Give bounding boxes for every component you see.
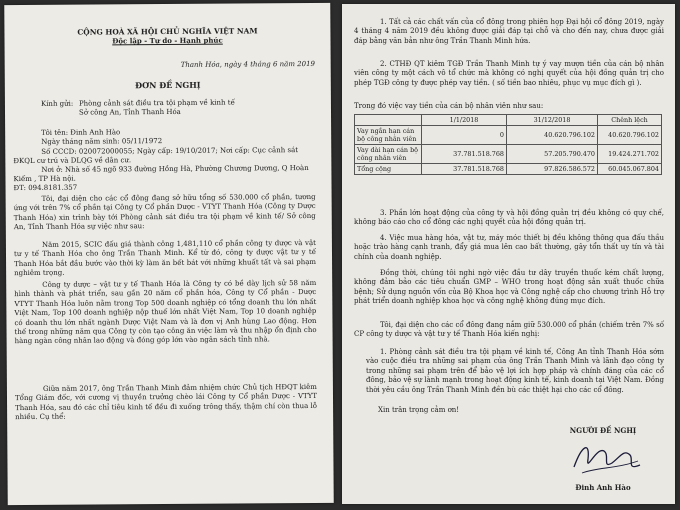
document-title: ĐƠN ĐỀ NGHỊ [135, 79, 201, 91]
table-cell: 57.205.790.470 [507, 145, 598, 164]
applicant-residence: Nơi ở: Nhà số 45 ngõ 933 đường Hồng Hà, Phường Chương Dương, Q Hoàn [41, 164, 309, 174]
table-cell: 37.781.518.768 [422, 164, 507, 175]
table-header-cell: 31/12/2018 [507, 115, 598, 126]
handwritten-signature [568, 437, 648, 481]
table-cell: Tổng cộng [355, 164, 422, 175]
item-4: 4. Việc mua hàng hóa, vật tư, máy móc thiết bị đều không thông qua đấu thầu hoặc trào hàng cạnh tranh, đẩy giá mua lên cao bất thường, gây tổn thất uy tín và tài chính của doanh nghiệp. [354, 234, 664, 261]
left-page [4, 3, 333, 505]
table-header-cell: Chênh lệch [598, 115, 662, 126]
request-item-1: 1. Phòng cảnh sát điều tra tội phạm về kinh tế, Công An tỉnh Thanh Hóa sớm vào cuộc điều tra những sai phạm của ông Trần Thanh Minh và lãnh đạo công ty trong những sai phạm trên để bảo vệ lợi ích hợp pháp và chính đáng của các cổ đông, bảo vệ sự lành mạnh trong hoạt động kinh tế, kinh doanh tại Việt Nam. Đồng thời yêu cầu ông Trần Thanh Minh đền bù các thiệt hại cho các cổ đông. [366, 348, 664, 394]
loan-table [354, 114, 662, 175]
paragraph-3: Công ty dược – vật tư y tế Thanh Hóa là Công ty có bề dày lịch sử 58 năm hình thành và phát triển, sau gần 20 năm cổ phần hóa, Công ty Cổ phần - Dược VTYT Thanh Hóa luôn nằm trong Top 500 doanh nghiệp có tổng doanh thu lớn nhất Việt Nam, Top 100 doanh nghiệp nộp thuế lớn nhất Việt Nam, Top 10 doanh nghiệp có doanh thu lớn nhất ngành Dược Việt Nam và là đơn vị Anh hùng Lao động. Hơn thế trong những năm qua Công ty còn tạo công ăn việc làm và thu nhập ổn định cho hàng ngàn công nhân lao động và đóng góp lớn vào ngân sách tỉnh nhà. [14, 278, 317, 346]
table-header-cell [355, 115, 422, 126]
paragraph-4: Giữa năm 2017, ông Trần Thanh Minh đảm nhiệm chức Chủ tịch HĐQT kiêm Tổng Giám đốc, với cương vị thuyền trưởng chèo lái Công ty Cổ phần Dược - VTYT Thanh Hóa, sau đó các chỉ tiêu kinh tế đều đi xuống trông thấy, thậm chí còn thua lỗ nhiều. Cụ thể: [14, 382, 318, 422]
applicant-name: Tôi tên: Đinh Anh Hào [41, 128, 121, 137]
table-cell: 97.826.586.572 [507, 164, 598, 175]
paragraph-2: Năm 2015, SCIC đấu giá thành công 1,481,110 cổ phần công ty dược và vật tư y tế Thanh Hóa cho ông Trần Thanh Minh. Kể từ đó, công ty dược vật tư y tế Thanh Hóa bắt đầu bước vào thời kỳ làm ăn bết bát với những khuất tất và sai phạm nghiêm trọng. [13, 238, 317, 278]
table-header-row [355, 115, 662, 126]
table-caption: Trong đó việc vay tiền của cán bộ nhân viên như sau: [354, 102, 544, 110]
paragraph-1: Tôi, đại diện cho các cổ đông đang sở hữu tổng số 530.000 cổ phần, tương ứng với trên 7% cổ phần tại Công ty Cổ phần Dược - VTYT Thanh Hóa (Công ty Dược Thanh Hóa) xin trình bày tới Phòng cảnh sát điều tra tội phạm về kinh tế/ Sở công An, Tỉnh Thanh Hóa sự việc như sau: [13, 192, 316, 232]
table-row [355, 126, 662, 145]
table-cell: 0 [422, 126, 507, 145]
national-motto: Độc lập - Tự do - Hạnh phúc [112, 35, 223, 46]
table-row [355, 145, 662, 164]
table-cell: 60.045.067.804 [598, 164, 662, 175]
item-3: 3. Phần lớn hoạt động của công ty và hội đồng quản trị đều không có quy chế, không báo cáo cho cổ đông các nghị quyết của hội đồng quản trị. [354, 209, 664, 227]
paragraph-5: Đồng thời, chúng tôi nghi ngờ việc đầu tư dây truyền thuốc kém chất lượng, không đảm bảo các tiêu chuẩn GMP – WHO trong hoạt động sản xuất thuốc chữa bệnh; Sử dụng nguồn vốn của Bộ Khoa học và Công nghệ cấp cho chương trình Hỗ trợ phát triển doanh nghiệp khoa học và công nghệ không đúng mục đích. [354, 269, 664, 306]
table-cell: 19.424.271.702 [598, 145, 662, 164]
signer-title: NGƯỜI ĐỀ NGHỊ [569, 426, 637, 435]
signer-name: Đinh Anh Hào [575, 483, 631, 492]
table-cell: Vay dài hạn cán bộ công nhân viên [355, 145, 422, 164]
table-cell: 40.620.796.102 [507, 126, 598, 145]
thanks-line: Xin trân trọng cảm ơn! [378, 406, 460, 414]
applicant-id-cont: ĐKQL cư trú và DLQG về dân cư. [13, 156, 132, 166]
table-cell: 40.620.796.102 [598, 126, 662, 145]
addressee-label: Kính gửi: [40, 99, 74, 108]
item-1: 1. Tất cả các chất vấn của cổ đông trong phiên họp Đại hội cổ đông 2019, ngày 4 tháng 4 năm 2019 đều không được giải đáp tại chỗ và cho đến nay, chưa được giải đáp bằng văn bản như ông Trần Thanh Minh hứa. [354, 18, 664, 45]
applicant-dob: Ngày tháng năm sinh: 05/11/1972 [41, 137, 163, 146]
right-page [342, 4, 675, 504]
paragraph-6: Tôi, đại diện cho các cổ đông đang nắm giữ 530.000 cổ phần (chiếm trên 7% số CP công ty dược và vật tư y tế Thanh Hóa kiến nghị: [354, 321, 664, 339]
applicant-phone: ĐT: 094.8181.357 [13, 183, 78, 193]
applicant-residence-cont: Kiếm , TP Hà nội. [13, 174, 76, 184]
table-header-cell: 1/1/2018 [422, 115, 507, 126]
national-header: CỘNG HOÀ XÃ HỘI CHỦ NGHĨA VIỆT NAM [77, 26, 258, 37]
addressee-line-2: Sở công An, Tỉnh Thanh Hóa [78, 107, 181, 117]
table-row [355, 164, 662, 175]
table-cell: Vay ngắn hạn cán bộ công nhân viên [355, 126, 422, 145]
item-2: 2. CTHĐ QT kiêm TGĐ Trần Thanh Minh tự ý vay mượn tiền của cán bộ nhân viên công ty một cách vô tổ chức mà không có nghị quyết của hội đồng quản trị cho phép TGĐ công ty được phép vay tiền. ( số tiền bao nhiêu, phục vụ mục đích gì ). [354, 60, 664, 87]
table-cell: 37.781.518.768 [422, 145, 507, 164]
document-date: Thanh Hóa, ngày 4 tháng 6 năm 2019 [180, 59, 316, 69]
addressee-line-1: Phòng cảnh sát điều tra tội phạm về kinh tế [78, 98, 235, 108]
applicant-id: Số CCCD: 020072000055; Ngày cấp: 19/10/2017; Nơi cấp: Cục cảnh sát [41, 146, 299, 156]
